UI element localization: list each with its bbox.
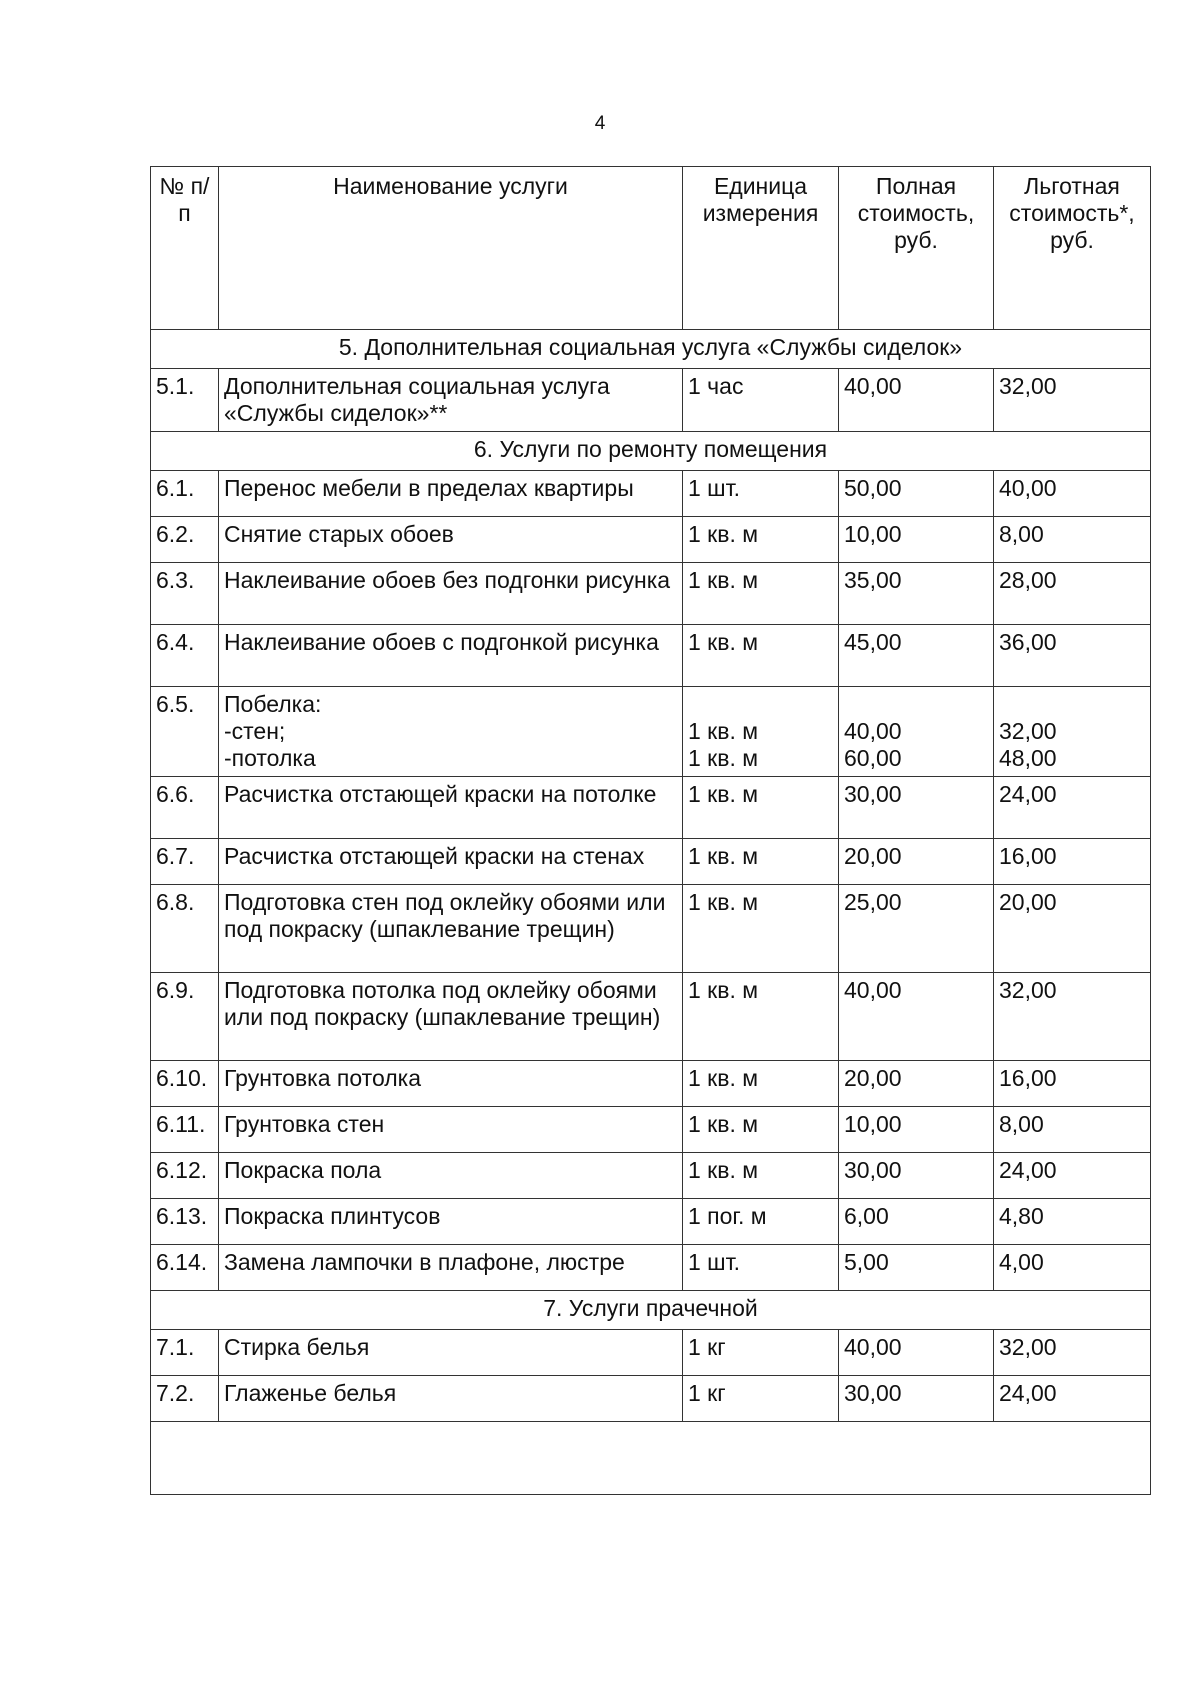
row-number: 6.6. <box>151 777 219 839</box>
row-unit-line <box>688 691 833 718</box>
row-unit-line: 1 кв. м <box>688 718 759 744</box>
row-number: 6.4. <box>151 625 219 687</box>
row-number: 7.2. <box>151 1376 219 1422</box>
row-full-price: 40,00 <box>839 1330 994 1376</box>
row-number: 6.3. <box>151 563 219 625</box>
row-discount-price-line: 48,00 <box>999 745 1057 771</box>
row-discount-price: 32,00 <box>994 1330 1151 1376</box>
row-number: 6.13. <box>151 1199 219 1245</box>
price-table <box>150 166 1151 1495</box>
header-full-price: Полная стоимость, руб. <box>839 167 994 330</box>
row-unit: 1 кв. м <box>683 1107 839 1153</box>
section-row <box>151 432 1151 471</box>
empty-cell <box>151 1422 1151 1495</box>
section-title: 5. Дополнительная социальная услуга «Службы сиделок» <box>151 330 1151 369</box>
row-service-name-line: Побелка: <box>224 691 322 717</box>
row-discount-price: 4,80 <box>994 1199 1151 1245</box>
table-row <box>151 369 1151 432</box>
table-row <box>151 1061 1151 1107</box>
row-unit: 1 кв. м <box>683 777 839 839</box>
row-unit: 1 кв. м <box>683 625 839 687</box>
row-number: 6.1. <box>151 471 219 517</box>
row-number: 6.7. <box>151 839 219 885</box>
row-number: 6.11. <box>151 1107 219 1153</box>
row-service-name: Подготовка стен под оклейку обоями или под покраску (шпаклевание трещин) <box>219 885 683 973</box>
row-discount-price: 40,00 <box>994 471 1151 517</box>
row-number: 7.1. <box>151 1330 219 1376</box>
table-body <box>151 330 1151 1495</box>
row-full-price: 45,00 <box>839 625 994 687</box>
row-discount-price: 24,00 <box>994 777 1151 839</box>
row-unit <box>683 687 839 777</box>
row-discount-price: 4,00 <box>994 1245 1151 1291</box>
row-full-price: 20,00 <box>839 839 994 885</box>
table-row <box>151 563 1151 625</box>
row-unit: 1 кв. м <box>683 1061 839 1107</box>
table-row <box>151 625 1151 687</box>
row-service-name: Дополнительная социальная услуга «Службы сиделок»** <box>219 369 683 432</box>
row-service-name: Наклеивание обоев без подгонки рисунка <box>219 563 683 625</box>
row-service-name: Грунтовка стен <box>219 1107 683 1153</box>
header-discount-price: Льготная стоимость*, руб. <box>994 167 1151 330</box>
row-service-name: Грунтовка потолка <box>219 1061 683 1107</box>
table-row <box>151 517 1151 563</box>
row-service-name: Замена лампочки в плафоне, люстре <box>219 1245 683 1291</box>
row-service-name: Подготовка потолка под оклейку обоями или под покраску (шпаклевание трещин) <box>219 973 683 1061</box>
section-title: 7. Услуги прачечной <box>151 1291 1151 1330</box>
row-service-name-line: -стен; <box>224 718 286 744</box>
table-row <box>151 839 1151 885</box>
row-discount-price-line: 32,00 <box>999 718 1057 744</box>
row-full-price: 10,00 <box>839 1107 994 1153</box>
row-full-price: 35,00 <box>839 563 994 625</box>
row-full-price-line: 60,00 <box>844 745 902 771</box>
row-service-name: Расчистка отстающей краски на стенах <box>219 839 683 885</box>
row-unit: 1 шт. <box>683 1245 839 1291</box>
row-number: 6.14. <box>151 1245 219 1291</box>
table-row <box>151 1330 1151 1376</box>
row-unit: 1 кв. м <box>683 563 839 625</box>
header-name: Наименование услуги <box>219 167 683 330</box>
row-discount-price: 8,00 <box>994 1107 1151 1153</box>
row-full-price: 30,00 <box>839 1376 994 1422</box>
row-service-name: Перенос мебели в пределах квартиры <box>219 471 683 517</box>
row-full-price: 40,00 <box>839 973 994 1061</box>
row-service-name <box>219 687 683 777</box>
table-row <box>151 973 1151 1061</box>
row-number: 5.1. <box>151 369 219 432</box>
row-unit: 1 кв. м <box>683 973 839 1061</box>
row-full-price: 40,00 <box>839 369 994 432</box>
row-discount-price: 20,00 <box>994 885 1151 973</box>
row-full-price: 10,00 <box>839 517 994 563</box>
table-row <box>151 687 1151 777</box>
row-full-price: 25,00 <box>839 885 994 973</box>
row-number: 6.5. <box>151 687 219 777</box>
table-row <box>151 1245 1151 1291</box>
header-num: № п/п <box>151 167 219 330</box>
table-row <box>151 777 1151 839</box>
row-full-price: 50,00 <box>839 471 994 517</box>
row-unit: 1 час <box>683 369 839 432</box>
row-full-price: 30,00 <box>839 777 994 839</box>
row-discount-price: 24,00 <box>994 1153 1151 1199</box>
row-full-price: 30,00 <box>839 1153 994 1199</box>
row-discount-price: 16,00 <box>994 1061 1151 1107</box>
table-row <box>151 885 1151 973</box>
table-row <box>151 1199 1151 1245</box>
table-header-row <box>151 167 1151 330</box>
row-discount-price: 8,00 <box>994 517 1151 563</box>
row-unit: 1 кв. м <box>683 1153 839 1199</box>
row-discount-price: 28,00 <box>994 563 1151 625</box>
row-unit: 1 кв. м <box>683 517 839 563</box>
row-unit: 1 кв. м <box>683 885 839 973</box>
section-row <box>151 330 1151 369</box>
row-discount-price <box>994 687 1151 777</box>
row-service-name: Покраска пола <box>219 1153 683 1199</box>
section-title: 6. Услуги по ремонту помещения <box>151 432 1151 471</box>
row-full-price-line <box>844 691 988 718</box>
row-number: 6.12. <box>151 1153 219 1199</box>
row-number: 6.9. <box>151 973 219 1061</box>
header-unit: Единица измерения <box>683 167 839 330</box>
row-discount-price-line <box>999 691 1145 718</box>
row-number: 6.2. <box>151 517 219 563</box>
row-discount-price: 32,00 <box>994 973 1151 1061</box>
row-number: 6.8. <box>151 885 219 973</box>
row-discount-price: 36,00 <box>994 625 1151 687</box>
row-service-name: Глаженье белья <box>219 1376 683 1422</box>
row-full-price: 20,00 <box>839 1061 994 1107</box>
row-full-price: 5,00 <box>839 1245 994 1291</box>
empty-row <box>151 1422 1151 1495</box>
row-service-name: Покраска плинтусов <box>219 1199 683 1245</box>
row-service-name: Расчистка отстающей краски на потолке <box>219 777 683 839</box>
row-unit-line: 1 кв. м <box>688 745 759 771</box>
page-number: 4 <box>594 113 606 134</box>
section-row <box>151 1291 1151 1330</box>
row-service-name-line: -потолка <box>224 745 316 771</box>
row-unit: 1 кг <box>683 1376 839 1422</box>
table-row <box>151 1153 1151 1199</box>
row-service-name: Наклеивание обоев с подгонкой рисунка <box>219 625 683 687</box>
row-unit: 1 пог. м <box>683 1199 839 1245</box>
row-service-name: Стирка белья <box>219 1330 683 1376</box>
row-full-price-line: 40,00 <box>844 718 902 744</box>
table-row <box>151 471 1151 517</box>
row-number: 6.10. <box>151 1061 219 1107</box>
row-unit: 1 кг <box>683 1330 839 1376</box>
row-discount-price: 16,00 <box>994 839 1151 885</box>
row-discount-price: 24,00 <box>994 1376 1151 1422</box>
row-unit: 1 кв. м <box>683 839 839 885</box>
row-discount-price: 32,00 <box>994 369 1151 432</box>
row-full-price: 6,00 <box>839 1199 994 1245</box>
row-unit: 1 шт. <box>683 471 839 517</box>
row-service-name: Снятие старых обоев <box>219 517 683 563</box>
row-full-price <box>839 687 994 777</box>
table-row <box>151 1107 1151 1153</box>
table-row <box>151 1376 1151 1422</box>
